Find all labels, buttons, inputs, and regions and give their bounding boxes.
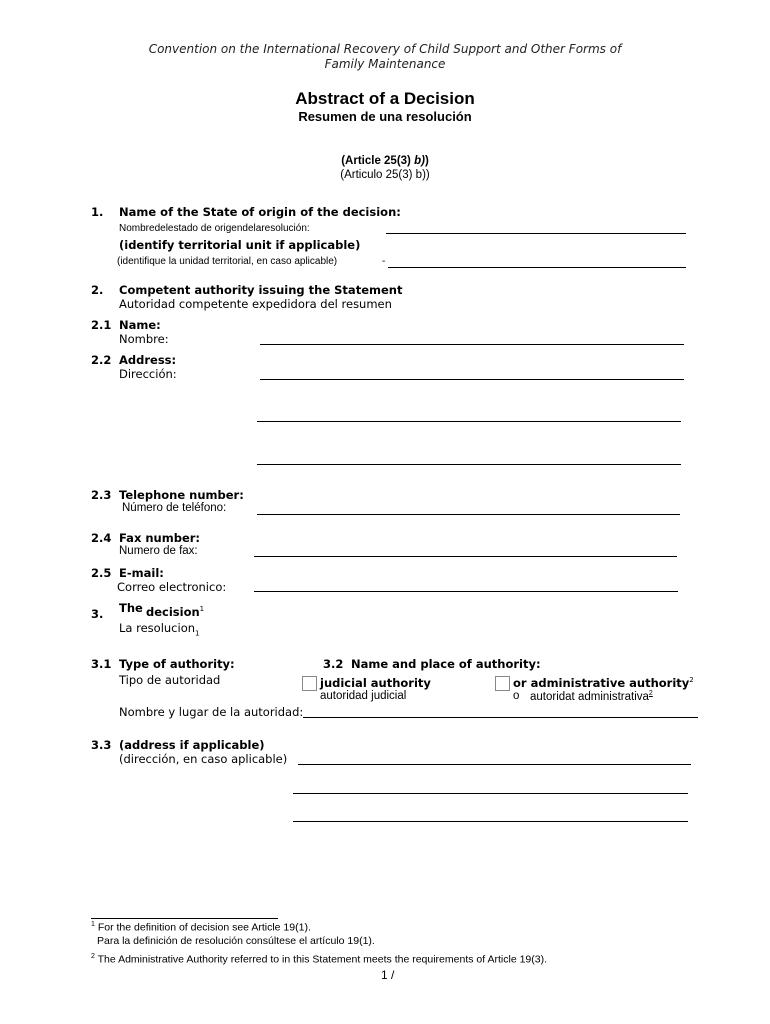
name-label-spanish: Nombre: [119, 332, 169, 346]
telephone-label-spanish: Número de teléfono: [122, 502, 227, 514]
name-label: Name: [119, 318, 161, 332]
address-field-line-2[interactable] [257, 421, 681, 422]
convention-header-line-1: Convention on the International Recovery of Child Support and Other Forms of [148, 42, 622, 56]
section-1-label: Name of the State of origin of the decision: [119, 205, 401, 219]
authority-address-field-line-3[interactable] [293, 821, 688, 822]
footnote-1: $^1$ For the definition of decision see Article 19(1). [91, 921, 311, 934]
page-number: 1 / [381, 968, 395, 982]
section-3-3-number: 3.3 [91, 738, 112, 752]
name-and-place-field[interactable] [303, 717, 698, 718]
document-title: Abstract of a Decision [295, 89, 475, 108]
footnote-1-spanish: Para la definición de resolución consúltese el artículo 19(1). [97, 935, 375, 947]
email-label: E-mail: [119, 566, 164, 580]
address-label: Address: [119, 353, 177, 367]
authority-address-label-spanish: (dirección, en caso aplicable) [119, 752, 288, 766]
authority-address-label: (address if applicable) [119, 738, 265, 752]
document-title-spanish: Resumen de una resolución [298, 109, 472, 124]
email-label-spanish: Correo electronico: [117, 580, 227, 594]
judicial-authority-label-spanish: autoridad judicial [320, 690, 407, 702]
authority-address-field-line-1[interactable] [298, 764, 691, 765]
footnote-2-ref[interactable]: 2 [689, 676, 694, 685]
administrative-authority-o: o [513, 690, 520, 702]
section-3-number: 3. [91, 607, 104, 621]
article-reference: (Article 25(3) b)) [341, 155, 429, 167]
section-3-the: The [119, 601, 143, 615]
section-1-dash: - [382, 256, 386, 267]
type-of-authority-label: Type of authority: [119, 657, 235, 671]
administrative-authority-checkbox[interactable] [495, 676, 510, 691]
territorial-unit-field[interactable] [388, 267, 686, 268]
section-1-sub-label: (identify territorial unit if applicable) [119, 238, 361, 252]
authority-address-field-line-2[interactable] [293, 793, 688, 794]
fax-label-spanish: Numero de fax: [119, 545, 198, 557]
fax-label: Fax number: [119, 531, 201, 545]
convention-header-line-2: Family Maintenance [324, 57, 446, 71]
name-and-place-label: Name and place of authority: [351, 657, 541, 671]
section-3-label-spanish: La resolucion$_1$ [119, 621, 200, 638]
section-2-label-spanish: Autoridad competente expedidora del resumen [119, 297, 392, 311]
section-2-4-number: 2.4 [91, 531, 112, 545]
state-of-origin-field[interactable] [386, 233, 686, 234]
administrative-authority-label-spanish: autoridat administrativa$^2$ [530, 690, 653, 703]
section-2-number: 2. [91, 283, 104, 297]
footnote-2: $^2$ The Administrative Authority referred to in this Statement meets the requirements of Article 19(3). [91, 953, 548, 966]
section-1-sub-label-spanish: (identifique la unidad territorial, en caso aplicable) [117, 256, 338, 267]
footnote-1-ref[interactable]: 1 [199, 605, 205, 614]
section-2-1-number: 2.1 [91, 318, 112, 332]
article-reference-spanish: (Articulo 25(3) b)) [340, 169, 430, 181]
section-2-2-number: 2.2 [91, 353, 112, 367]
address-field-line-3[interactable] [257, 464, 681, 465]
name-and-place-label-spanish: Nombre y lugar de la autoridad: [119, 705, 304, 719]
section-1-label-spanish: Nombredelestado de origendelaresolución: [119, 223, 310, 234]
section-2-5-number: 2.5 [91, 566, 112, 580]
administrative-authority-label: or administrative authority$^2$ [513, 676, 694, 690]
section-3-1-number: 3.1 [91, 657, 112, 671]
address-label-spanish: Dirección: [119, 367, 177, 381]
section-3-decision: decision$^1$ [146, 605, 205, 619]
name-field[interactable] [260, 344, 684, 345]
telephone-field[interactable] [257, 514, 680, 515]
footnote-separator [91, 918, 278, 919]
telephone-label: Telephone number: [119, 488, 244, 502]
section-3-2-number: 3.2 [323, 657, 344, 671]
judicial-authority-checkbox[interactable] [302, 676, 317, 691]
type-of-authority-label-spanish: Tipo de autoridad [119, 673, 221, 687]
judicial-authority-label: judicial authority [320, 676, 431, 690]
section-1-number: 1. [91, 205, 104, 219]
address-field-line-1[interactable] [260, 379, 684, 380]
fax-field[interactable] [254, 556, 677, 557]
section-2-3-number: 2.3 [91, 488, 112, 502]
email-field[interactable] [254, 591, 678, 592]
section-2-label: Competent authority issuing the Statement [119, 283, 403, 297]
